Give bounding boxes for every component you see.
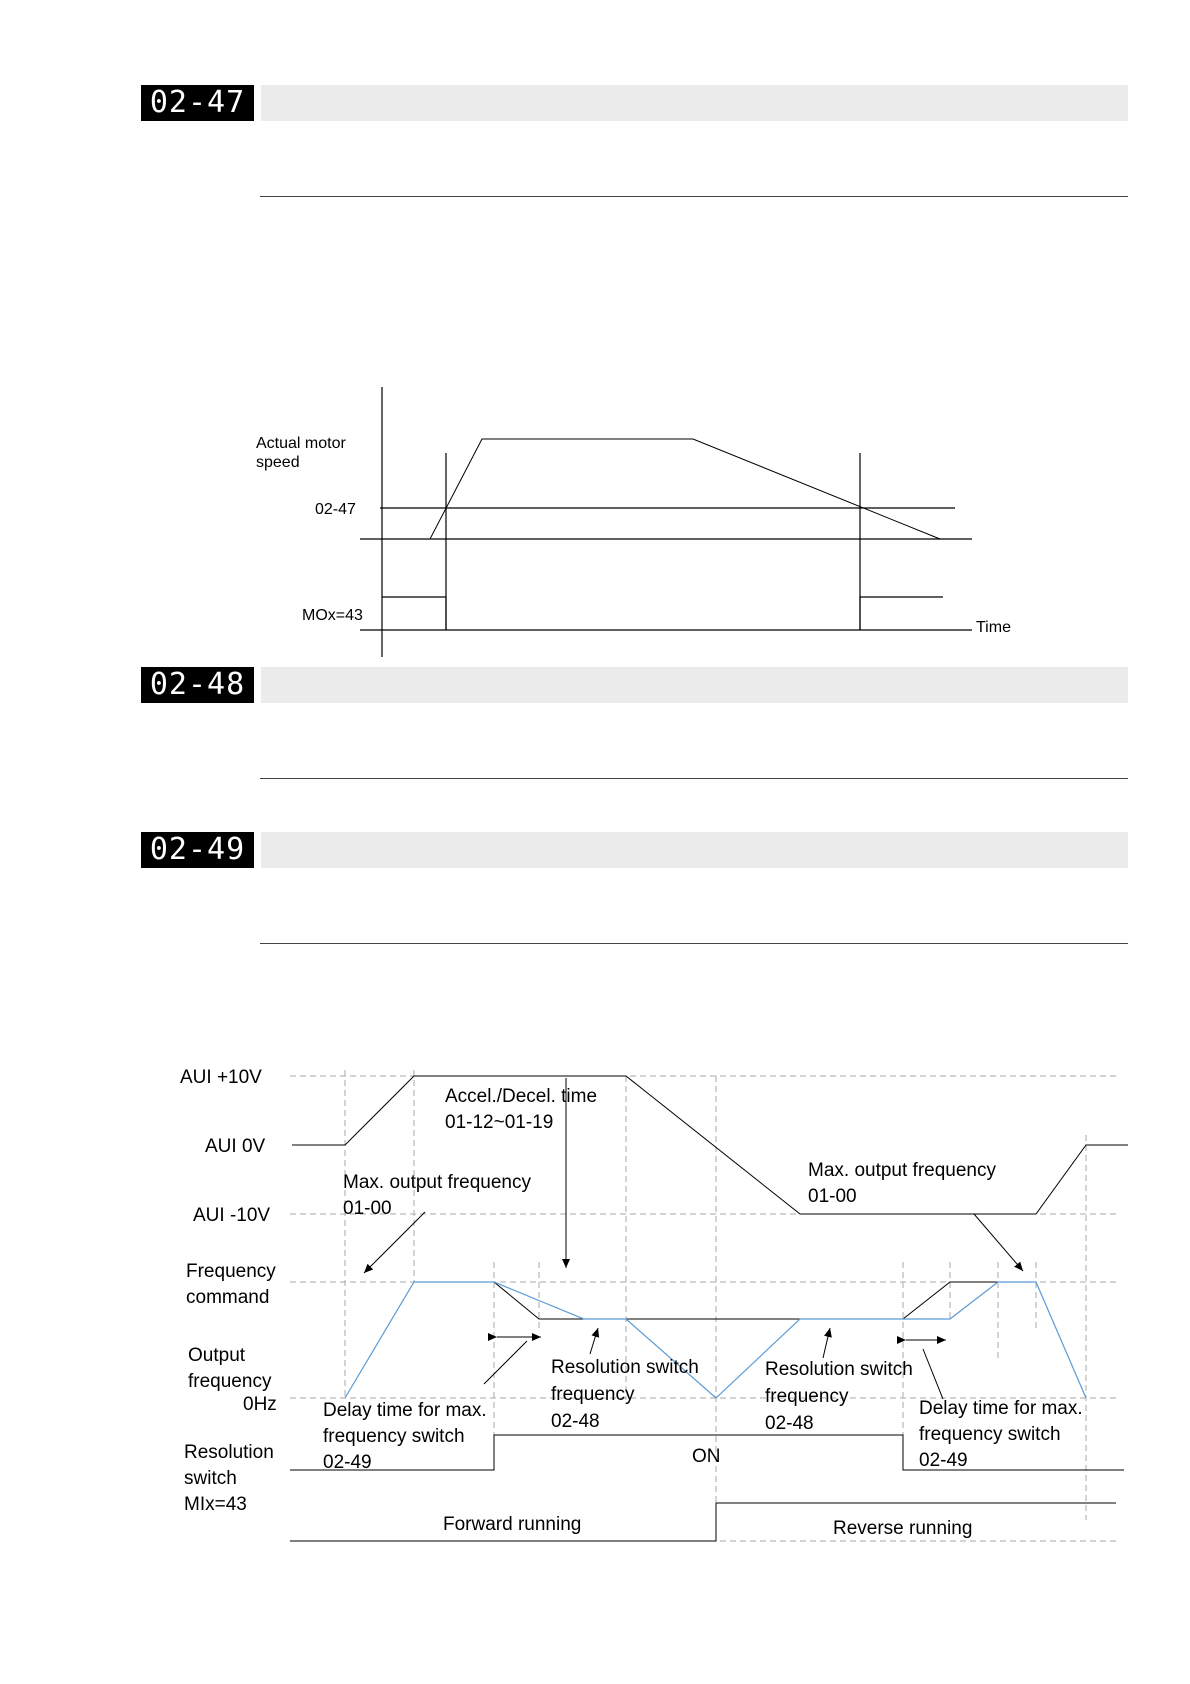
output-frequency-label: frequency: [188, 1371, 272, 1392]
res-freq-right-annotation: Resolution switch: [765, 1359, 913, 1380]
max-freq-right-annotation: 01-00: [808, 1186, 857, 1207]
res-freq-left-annotation: frequency: [551, 1384, 635, 1405]
frequency-command-label: command: [186, 1287, 270, 1308]
res-freq-right-annotation: frequency: [765, 1386, 849, 1407]
max-freq-left-arrow: [364, 1212, 425, 1273]
aui-pos10-label: AUI +10V: [180, 1067, 262, 1088]
actual-motor-speed-label: speed: [256, 454, 300, 471]
max-freq-right-annotation: Max. output frequency: [808, 1160, 996, 1181]
max-freq-left-annotation: 01-00: [343, 1198, 392, 1219]
delay-left-annotation: frequency switch: [323, 1426, 465, 1447]
forward-running-label: Forward running: [443, 1514, 582, 1535]
max-freq-left-annotation: Max. output frequency: [343, 1172, 531, 1193]
param-code-display: 02-49: [141, 832, 254, 868]
aui-input-trace: [292, 1076, 1128, 1214]
param-code-display: 02-47: [141, 85, 254, 121]
running-direction-signal: [290, 1503, 1116, 1541]
reverse-running-label: Reverse running: [833, 1518, 973, 1539]
param-code-display: 02-48: [141, 667, 254, 703]
delay-left-annotation: 02-49: [323, 1452, 372, 1473]
zero-hz-label: 0Hz: [243, 1394, 277, 1415]
accel-decel-annotation: Accel./Decel. time: [445, 1086, 598, 1107]
accel-decel-annotation: 01-12~01-19: [445, 1112, 554, 1133]
frequency-command-trace: [494, 1282, 950, 1319]
output-label: MOx=43: [302, 607, 363, 624]
delay-right-annotation: 02-49: [919, 1450, 968, 1471]
delay-right-annotation: Delay time for max.: [919, 1398, 1083, 1419]
delay-left-annotation: Delay time for max.: [323, 1400, 487, 1421]
threshold-label: 02-47: [315, 501, 356, 518]
delay-right-annotation: frequency switch: [919, 1424, 1061, 1445]
frequency-command-label: Frequency: [186, 1261, 276, 1282]
resolution-switch-label: MIx=43: [184, 1494, 247, 1515]
res-freq-left-arrow: [590, 1328, 598, 1354]
delay-left-pointer: [484, 1341, 527, 1384]
delay-right-pointer: [923, 1349, 943, 1399]
resolution-switch-label: switch: [184, 1468, 237, 1489]
output-frequency-label: Output: [188, 1345, 246, 1366]
aui-neg10-label: AUI -10V: [193, 1205, 271, 1226]
res-freq-right-annotation: 02-48: [765, 1413, 814, 1434]
res-freq-left-annotation: 02-48: [551, 1411, 600, 1432]
res-freq-right-arrow: [823, 1328, 830, 1358]
on-label: ON: [692, 1446, 721, 1467]
actual-motor-speed-label: Actual motor: [256, 435, 346, 452]
aui-0-label: AUI 0V: [205, 1136, 266, 1157]
resolution-switch-label: Resolution: [184, 1442, 274, 1463]
time-label: Time: [976, 619, 1011, 636]
res-freq-left-annotation: Resolution switch: [551, 1357, 699, 1378]
